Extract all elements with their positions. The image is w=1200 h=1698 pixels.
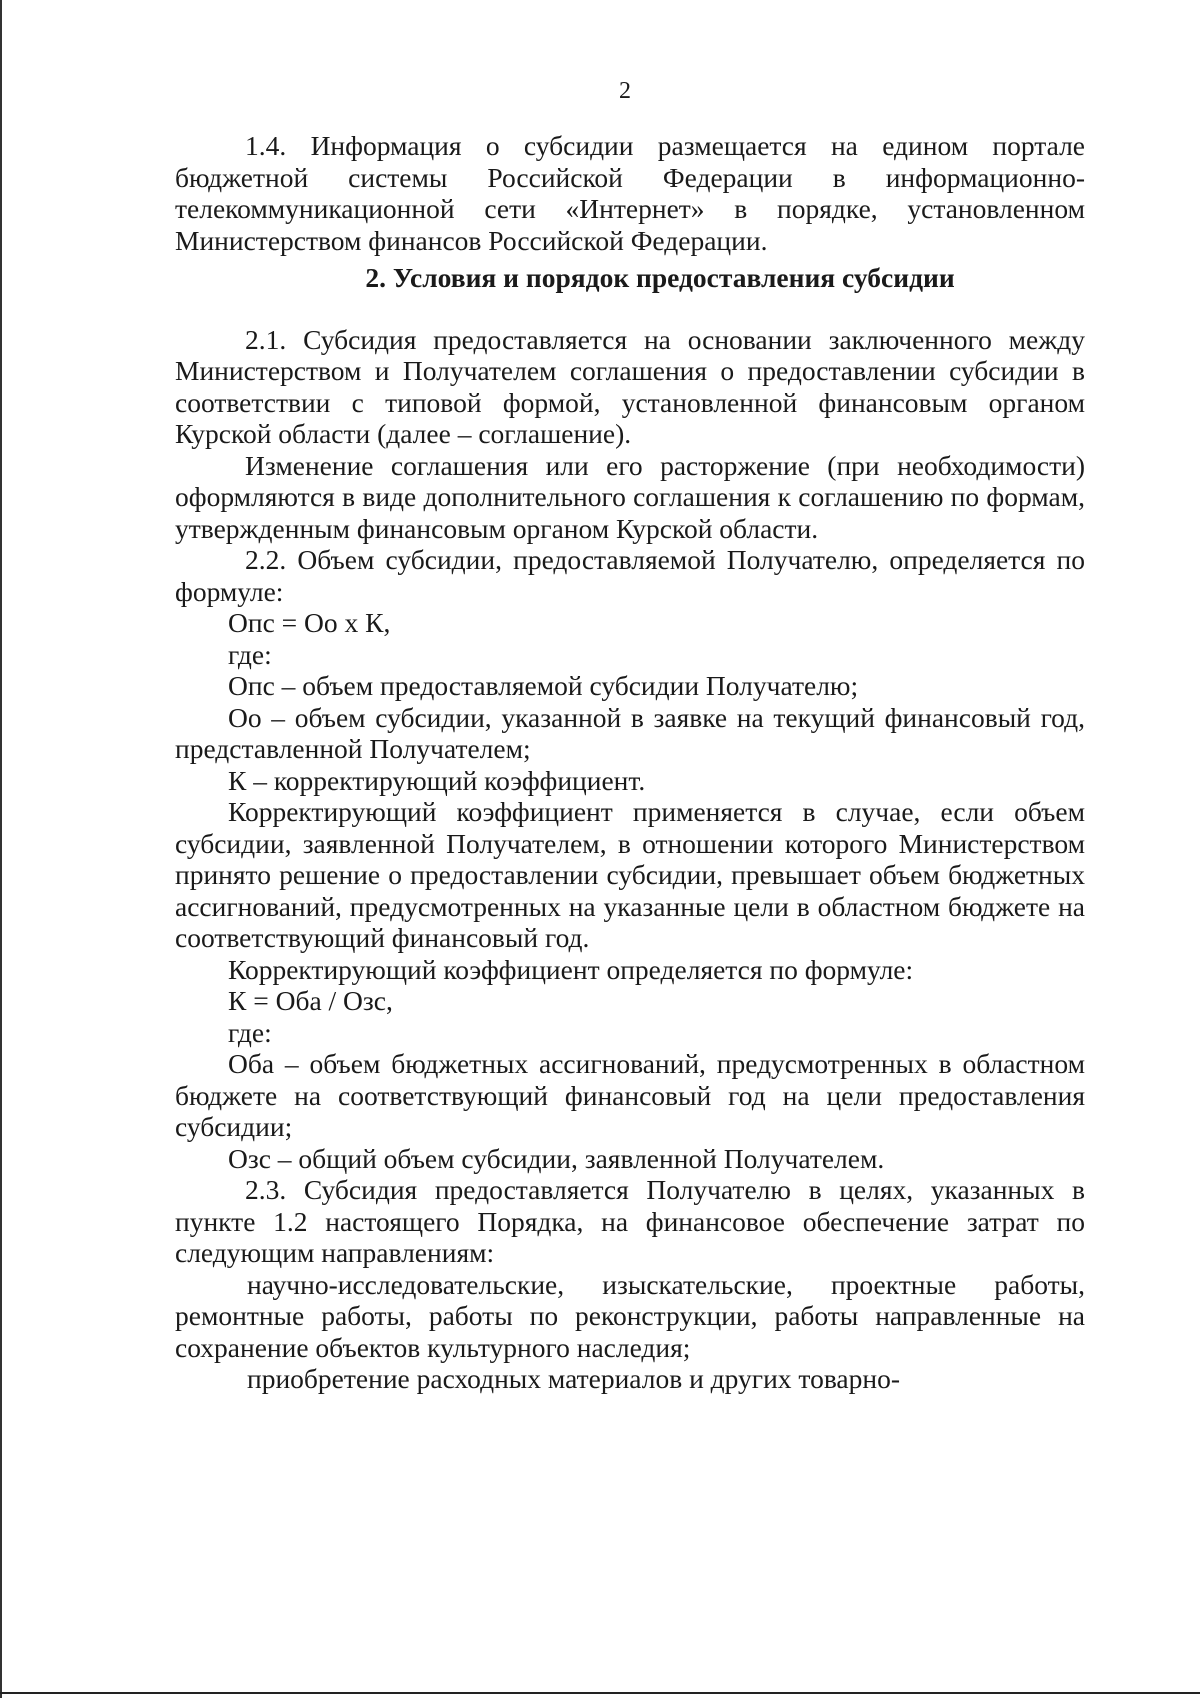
list-item-purchase: приобретение расходных материалов и других товарно-	[247, 1363, 901, 1394]
scan-border-bottom	[0, 1692, 1200, 1694]
definition-k: К – корректирующий коэффициент.	[228, 764, 646, 796]
paragraph-k-formula-intro: Корректирующий коэффициент определяется по формуле:	[228, 953, 914, 985]
definition-ozs: Озс – общий объем субсидии, заявленной Получателем.	[228, 1142, 885, 1174]
definition-oo: Оо – объем субсидии, указанной в заявке на текущий финансовый год, представленной Получателем;	[175, 701, 1085, 764]
where-label-1: где:	[228, 638, 272, 670]
paragraph-1-4: 1.4. Информация о субсидии размещается на едином портале бюджетной системы Российской Федерации в информационно-телекоммуникационной сети «Интернет» в порядке, установленном Министерством финансов Российской Федерации.	[175, 130, 1085, 256]
page-number: 2	[619, 78, 631, 104]
paragraph-2-3: 2.3. Субсидия предоставляется Получателю в целях, указанных в пункте 1.2 настоящего Порядка, на финансовое обеспечение затрат по следующим направлениям:	[175, 1174, 1085, 1268]
paragraph-2-2: 2.2. Объем субсидии, предоставляемой Получателю, определяется по формуле:	[175, 544, 1085, 607]
section-2-heading: 2. Условия и порядок предоставления субсидии	[365, 262, 955, 293]
paragraph-2-1: 2.1. Субсидия предоставляется на основании заключенного между Министерством и Получателем соглашения о предоставлении субсидии в соответствии с типовой формой, установленной финансовым органом Курской области (далее – соглашение).	[175, 323, 1085, 449]
paragraph-k-application: Корректирующий коэффициент применяется в случае, если объем субсидии, заявленной Получателем, в отношении которого Министерством принято решение о предоставлении субсидии, превышает объем бюджетных ассигнований, предусмотренных на указанные цели в областном бюджете на соответствующий финансовый год.	[175, 796, 1085, 953]
list-item-research-works: научно-исследовательские, изыскательские, проектные работы, ремонтные работы, работы по реконструкции, работы направленные на сохранение объектов культурного наследия;	[175, 1268, 1085, 1363]
paragraph-2-1-amendment: Изменение соглашения или его расторжение (при необходимости) оформляются в виде дополнительного соглашения к соглашению по формам, утвержденным финансовым органом Курской области.	[175, 449, 1085, 544]
definition-ops: Опс – объем предоставляемой субсидии Получателю;	[228, 670, 859, 701]
formula-ops: Опс = Оо х К,	[228, 607, 391, 638]
scan-border-left	[0, 0, 2, 1698]
where-label-2: где:	[228, 1016, 272, 1048]
document-body	[175, 130, 1085, 1395]
formula-k: К = Оба / Озс,	[228, 985, 393, 1016]
definition-oba: Оба – объем бюджетных ассигнований, предусмотренных в областном бюджете на соответствующий финансовый год на цели предоставления субсидии;	[175, 1048, 1085, 1142]
